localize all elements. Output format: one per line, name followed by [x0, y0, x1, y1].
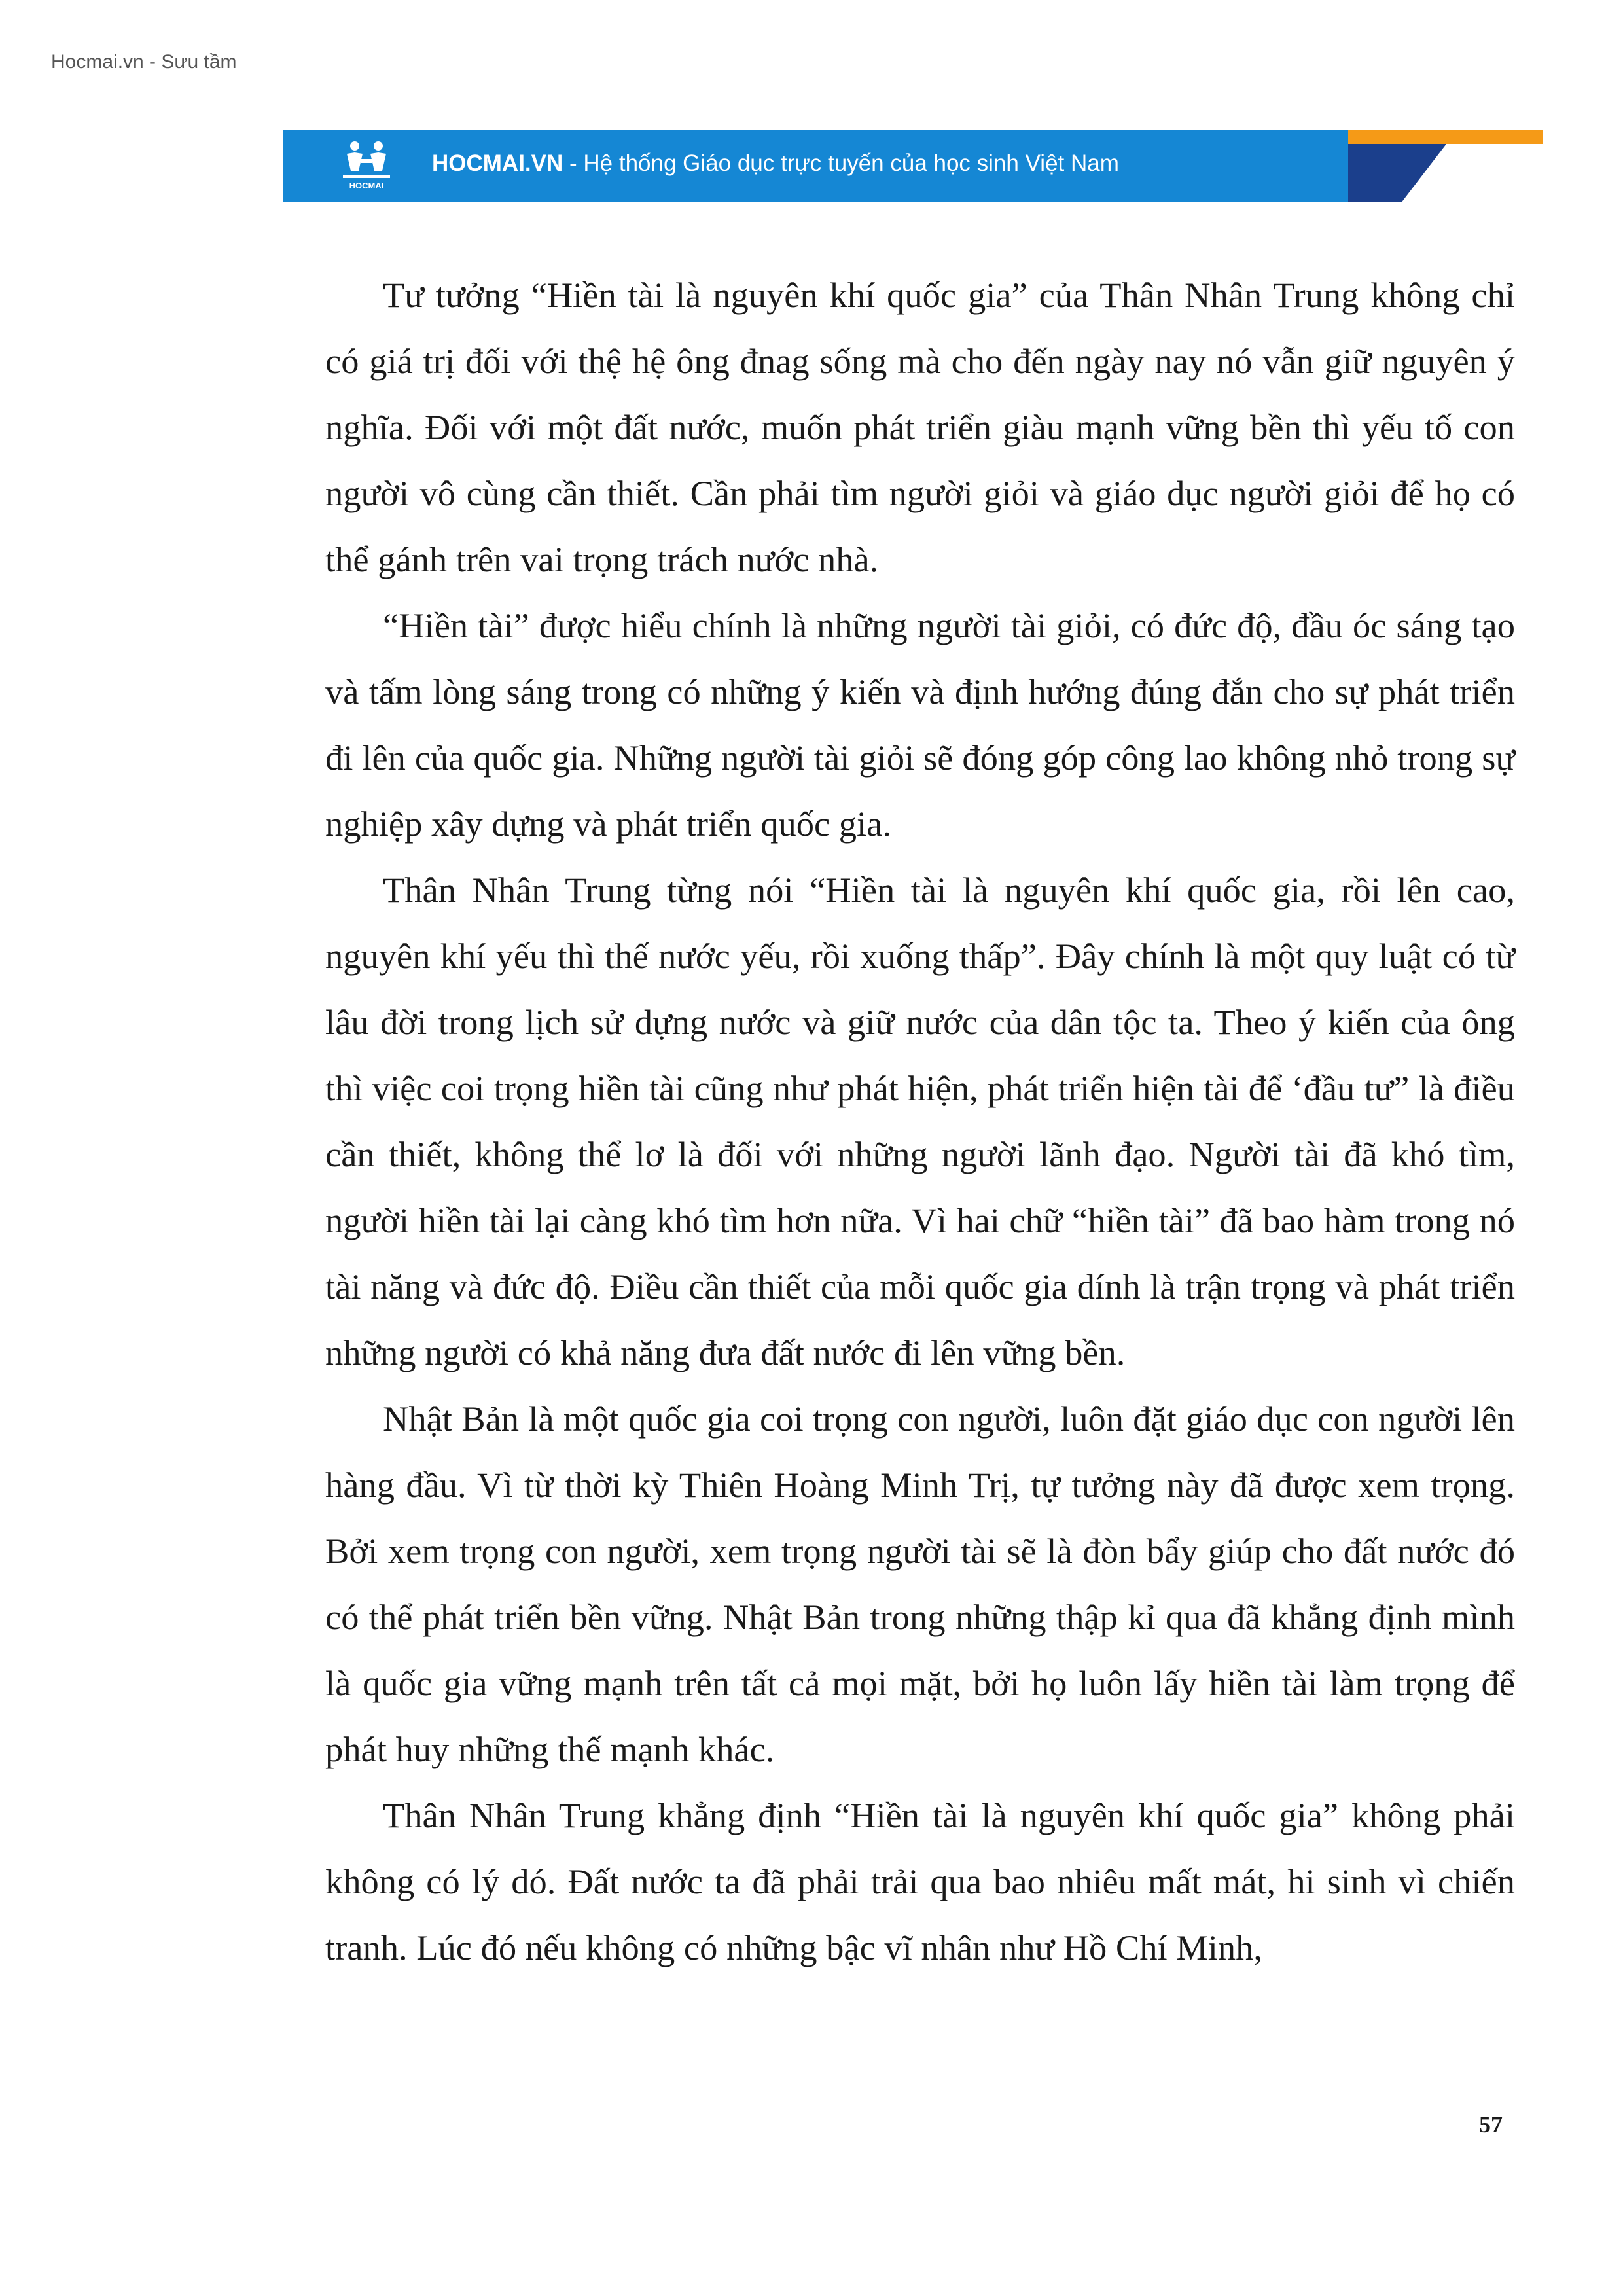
paragraph: Thân Nhân Trung từng nói “Hiền tài là nguyên khí quốc gia, rồi lên cao, nguyên khí yếu thì thế nước yếu, rồi xuống thấp”. Đây chính là một quy luật có từ lâu đời trong lịch sử dựng nước và giữ nước của dân tộc ta. Theo ý kiến của ông thì việc coi trọng hiền tài cũng như phát hiện, phát triển hiện tài để ‘đầu tư” là điều cần thiết, không thể lơ là đối với những người lãnh đạo. Người tài đã khó tìm, người hiền tài lại càng khó tìm hơn nữa. Vì hai chữ “hiền tài” đã bao hàm trong nó tài năng và đức độ. Điều cần thiết của mỗi quốc gia dính là trận trọng và phát triển những người có khả năng đưa đất nước đi lên vững bền.: [325, 870, 1515, 1372]
banner-navy-accent: [1348, 144, 1446, 202]
paragraph: Tư tưởng “Hiền tài là nguyên khí quốc gia” của Thân Nhân Trung không chỉ có giá trị đối với thệ hệ ông đnag sống mà cho đến ngày nay nó vẫn giữ nguyên ý nghĩa. Đối với một đất nước, muốn phát triển giàu mạnh vững bền thì yếu tố con người vô cùng cần thiết. Cần phải tìm người giỏi và giáo dục người giỏi để họ có thể gánh trên vai trọng trách nước nhà.: [325, 275, 1515, 579]
paragraph: Nhật Bản là một quốc gia coi trọng con người, luôn đặt giáo dục con người lên hàng đầu. Vì từ thời kỳ Thiên Hoàng Minh Trị, tự tưởng này đã được xem trọng. Bởi xem trọng con người, xem trọng người tài sẽ là đòn bẩy giúp cho đất nước đó có thể phát triển bền vững. Nhật Bản trong những thập kỉ qua đã khẳng định mình là quốc gia vững mạnh trên tất cả mọi mặt, bởi họ luôn lấy hiền tài làm trọng để phát huy những thế mạnh khác.: [325, 1399, 1515, 1769]
banner-tagline: - Hệ thống Giáo dục trực tuyến của học sinh Việt Nam: [563, 151, 1119, 176]
banner-brand: HOCMAI.VN: [432, 151, 563, 176]
page-number: 57: [1479, 2111, 1503, 2138]
article-body: [325, 262, 1515, 1981]
paragraph: “Hiền tài” được hiểu chính là những người tài giỏi, có đức độ, đầu óc sáng tạo và tấm lòng sáng trong có những ý kiến và định hướng đúng đắn cho sự phát triển đi lên của quốc gia. Những người tài giỏi sẽ đóng góp công lao không nhỏ trong sự nghiệp xây dựng và phát triển quốc gia.: [325, 605, 1515, 844]
banner-title: [432, 151, 1119, 177]
source-note: Hocmai.vn - Sưu tầm: [51, 51, 237, 73]
banner-orange-stripe: [1348, 130, 1543, 144]
paragraph: Thân Nhân Trung khẳng định “Hiền tài là nguyên khí quốc gia” không phải không có lý dó. Đất nước ta đã phải trải qua bao nhiêu mất mát, hi sinh vì chiến tranh. Lúc đó nếu không có những bậc vĩ nhân như Hồ Chí Minh,: [325, 1795, 1515, 1967]
hocmai-logo-icon: [342, 139, 391, 192]
logo-caption: HOCMAI: [349, 181, 384, 190]
